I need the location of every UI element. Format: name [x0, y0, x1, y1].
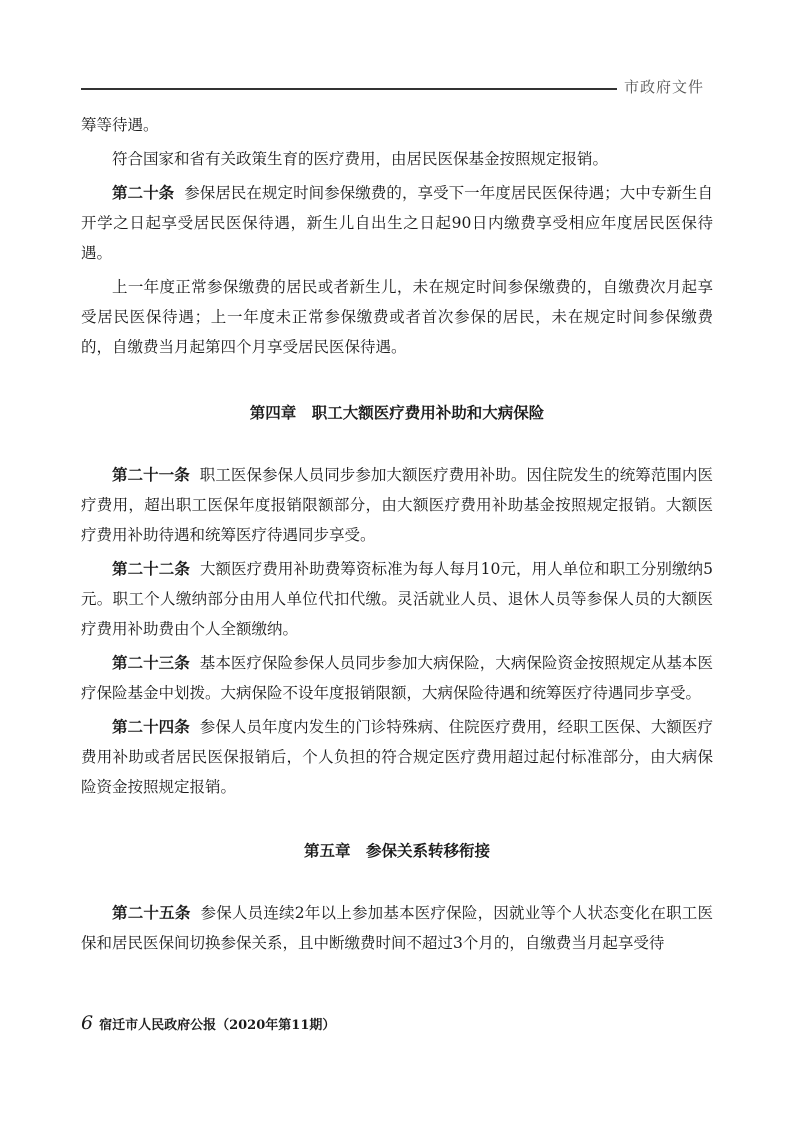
article-25: [81, 898, 713, 958]
article-number: 第二十五条: [112, 903, 191, 922]
article-24: [81, 712, 713, 802]
article-number: 第二十条: [112, 183, 175, 202]
page-number: 6: [81, 1012, 94, 1034]
article-text: 基本医疗保险参保人员同步参加大病保险，大病保险资金按照规定从基本医疗保险基金中划拨。大病保险不设年度报销限额，大病保险待遇和统筹医疗待遇同步享受。: [81, 654, 713, 702]
article-text: 参保人员连续2年以上参加基本医疗保险，因就业等个人状态变化在职工医保和居民医保间切换参保关系，且中断缴费时间不超过3个月的，自缴费当月起享受待: [81, 904, 713, 952]
document-body: [81, 110, 713, 962]
article-number: 第二十四条: [112, 717, 190, 736]
article-number: 第二十一条: [112, 465, 190, 484]
paragraph-continuation: 筹等待遇。: [81, 116, 159, 134]
article-23: [81, 648, 713, 708]
article-22: [81, 554, 713, 644]
article-text: 大额医疗费用补助费筹资标准为每人每月10元，用人单位和职工分别缴纳5元。职工个人缴纳部分由用人单位代扣代缴。灵活就业人员、退休人员等参保人员的大额医疗费用补助费由个人全额缴纳。: [81, 560, 713, 638]
article-number: 第二十三条: [112, 653, 190, 672]
article-text: 参保人员年度内发生的门诊特殊病、住院医疗费用，经职工医保、大额医疗费用补助或者居民医保报销后，个人负担的符合规定医疗费用超过起付标准部分，由大病保险资金按照规定报销。: [81, 718, 713, 796]
paragraph: 符合国家和省有关政策生育的医疗费用，由居民医保基金按照规定报销。: [112, 150, 609, 168]
header-rule: [81, 88, 617, 90]
chapter-heading-5: 第五章 参保关系转移衔接: [303, 842, 490, 860]
article-number: 第二十二条: [112, 559, 190, 578]
article-text: 职工医保参保人员同步参加大额医疗费用补助。因住院发生的统筹范围内医疗费用，超出职工医保年度报销限额部分，由大额医疗费用补助基金按照规定报销。大额医疗费用补助待遇和统筹医疗待遇同步享受。: [81, 466, 713, 544]
publication-title: 宿迁市人民政府公报（2020年第11期）: [99, 1018, 336, 1033]
paragraph: 上一年度正常参保缴费的居民或者新生儿，未在规定时间参保缴费的，自缴费次月起享受居民医保待遇；上一年度未正常参保缴费或者首次参保的居民，未在规定时间参保缴费的，自缴费当月起第四个月享受居民医保待遇。: [81, 278, 713, 356]
article-20: [81, 178, 713, 268]
chapter-heading-4: 第四章 职工大额医疗费用补助和大病保险: [249, 404, 545, 422]
page-footer: [81, 1012, 335, 1034]
header-section-label: 市政府文件: [624, 78, 705, 96]
article-text: 参保居民在规定时间参保缴费的，享受下一年度居民医保待遇；大中专新生自开学之日起享受居民医保待遇，新生儿自出生之日起90日内缴费享受相应年度居民医保待遇。: [81, 184, 713, 262]
article-21: [81, 460, 713, 550]
